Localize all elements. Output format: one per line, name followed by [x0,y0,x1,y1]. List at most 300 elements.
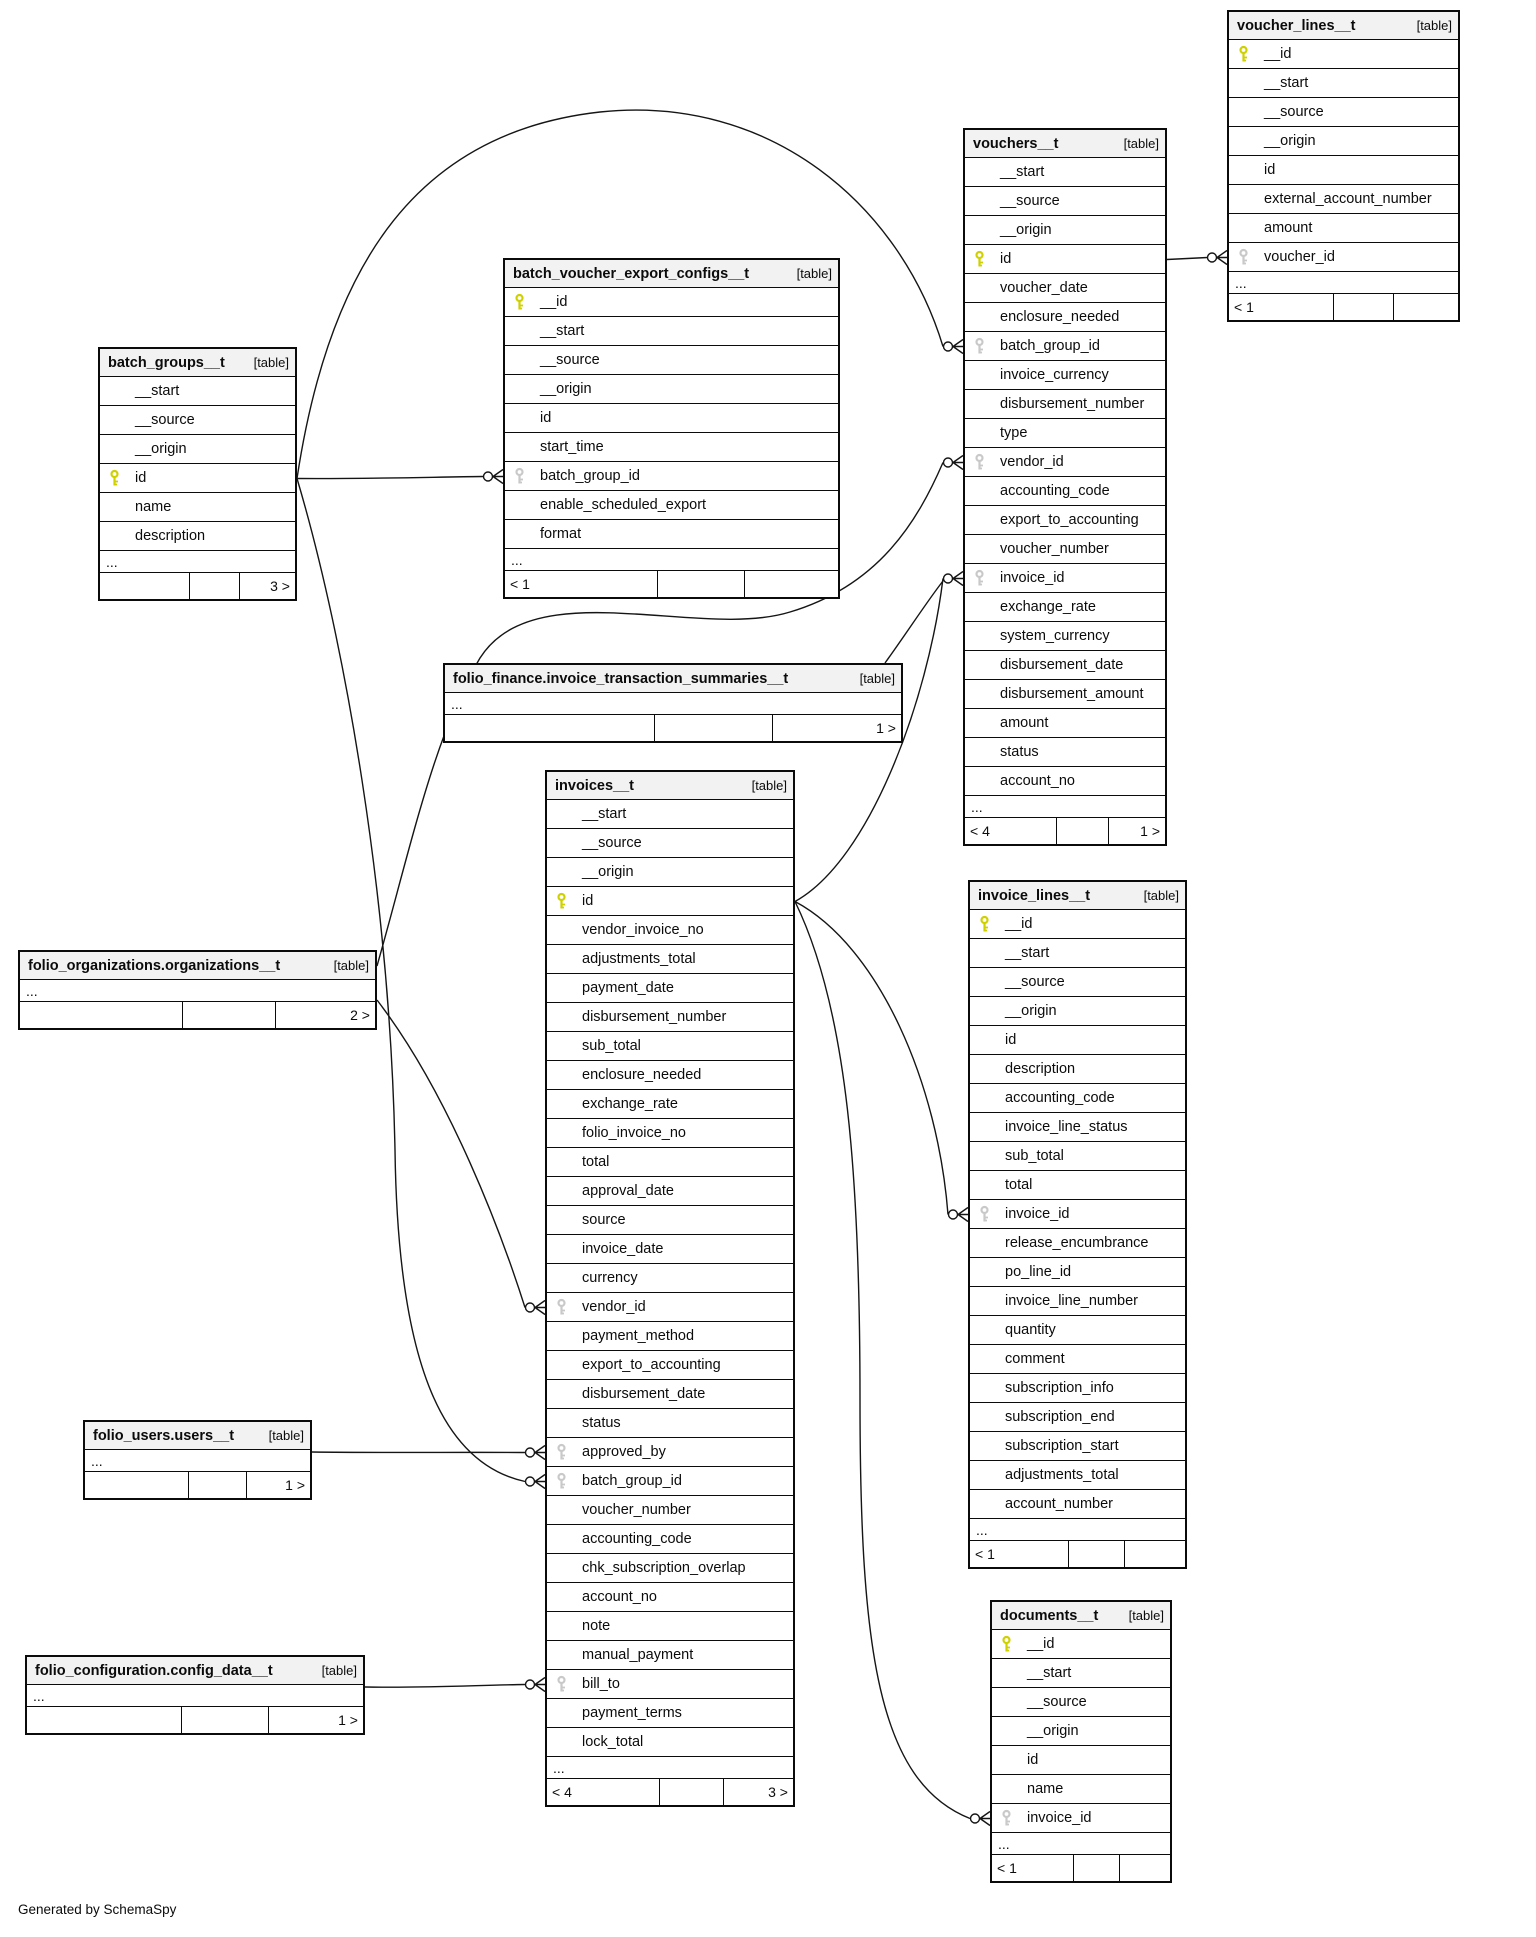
column-row [970,910,1185,939]
column-row [970,1113,1185,1142]
table-name[interactable]: documents__t [1000,1607,1099,1624]
column-row [970,997,1185,1026]
foreign-key-icon [556,1676,567,1693]
column-name: __origin [135,441,187,457]
table-footer [992,1855,1170,1881]
footer-middle [183,1002,275,1028]
column-name: chk_subscription_overlap [582,1560,746,1576]
column-name: format [540,526,582,542]
column-row [547,1612,793,1641]
footer-related-left [100,573,190,599]
table-batch-groups-t[interactable] [98,347,297,601]
column-name: id [1264,162,1276,178]
column-name: __source [1005,974,1065,990]
column-row [965,506,1165,535]
column-name: __source [540,352,600,368]
foreign-key-icon [514,468,525,485]
column-name: invoice_currency [1000,367,1109,383]
footer-related-right [1125,1541,1185,1567]
column-name: voucher_number [582,1502,691,1518]
table-footer [85,1472,310,1498]
column-name: sub_total [1005,1148,1064,1164]
footer-middle [1074,1855,1120,1881]
footer-related-right: 3 > [270,578,290,594]
column-row [547,1090,793,1119]
column-row [970,1200,1185,1229]
column-row [547,1525,793,1554]
rel-transaction-summaries-to-vouchers-line [885,581,943,663]
table-name[interactable]: batch_voucher_export_configs__t [513,265,750,282]
column-row [547,945,793,974]
column-name: invoice_id [1027,1810,1092,1826]
column-name: vendor_id [582,1299,646,1315]
column-name: comment [1005,1351,1065,1367]
table-header [1229,12,1458,40]
column-row [970,1171,1185,1200]
table-vouchers-t[interactable] [963,128,1167,846]
column-name: subscription_start [1005,1438,1119,1454]
column-name: folio_invoice_no [582,1125,686,1141]
hidden-columns-ellipsis: ... [27,1685,363,1707]
column-row [1229,185,1458,214]
table-type-label: [table] [1128,1608,1164,1623]
column-row [970,1084,1185,1113]
table-invoices-t[interactable] [545,770,795,1807]
column-row [970,1287,1185,1316]
footer-related-right [1394,294,1458,320]
column-row [965,158,1165,187]
column-name: disbursement_date [1000,657,1124,673]
column-row [547,1438,793,1467]
column-name: id [1027,1752,1039,1768]
column-name: account_no [1000,773,1075,789]
column-row [547,1032,793,1061]
table-footer [970,1541,1185,1567]
column-name: batch_group_id [1000,338,1100,354]
column-row [547,1003,793,1032]
column-name: quantity [1005,1322,1056,1338]
column-row [1229,40,1458,69]
footer-related-left: < 1 [505,571,658,597]
column-row [970,1345,1185,1374]
column-row [992,1659,1170,1688]
column-row [992,1746,1170,1775]
column-row [1229,214,1458,243]
table-header [27,1657,363,1685]
foreign-key-icon [974,338,985,355]
column-name: approved_by [582,1444,666,1460]
column-row [505,491,838,520]
hidden-columns-ellipsis: ... [965,796,1165,818]
column-name: name [135,499,172,515]
column-row [970,1258,1185,1287]
footer-related-right: 1 > [338,1712,358,1728]
table-type-label: [table] [796,266,832,281]
table-documents-t[interactable] [990,1600,1172,1883]
column-name: __source [135,412,195,428]
footer-middle [658,571,745,597]
column-name: accounting_code [582,1531,692,1547]
crowfoot-invoices-bill-to [526,1678,546,1692]
rel-organizations-to-invoices-line [377,1000,525,1308]
column-row [992,1630,1170,1659]
column-row [547,1264,793,1293]
table-type-label: [table] [268,1428,304,1443]
footer-related-right: 1 > [876,720,896,736]
foreign-key-icon [556,1473,567,1490]
column-row [505,404,838,433]
column-name: sub_total [582,1038,641,1054]
crowfoot-invoices-batch-group-id [526,1475,546,1489]
column-row [547,974,793,1003]
foreign-key-icon [556,1444,567,1461]
column-row [505,288,838,317]
column-row [100,377,295,406]
column-name: __origin [1000,222,1052,238]
table-header [100,349,295,377]
table-footer [445,715,901,741]
column-row [965,593,1165,622]
table-invoice-transaction-summaries-t[interactable] [443,663,903,743]
column-name: subscription_end [1005,1409,1115,1425]
crowfoot-vouchers-invoice-id [944,572,964,586]
column-row [547,1641,793,1670]
column-name: payment_date [582,980,674,996]
column-row [547,1177,793,1206]
table-name[interactable]: folio_configuration.config_data__t [35,1662,273,1679]
column-name: disbursement_number [1000,396,1145,412]
column-name: external_account_number [1264,191,1432,207]
column-name: vendor_invoice_no [582,922,704,938]
footer-related-left [27,1707,182,1733]
column-row [547,1554,793,1583]
table-name[interactable]: folio_organizations.organizations__t [28,957,281,974]
table-footer [505,571,838,597]
column-row [547,1380,793,1409]
hidden-columns-ellipsis: ... [85,1450,310,1472]
footer-related-right: 2 > [350,1007,370,1023]
table-voucher-lines-t[interactable] [1227,10,1460,322]
footer-middle [655,715,774,741]
column-row [547,1467,793,1496]
column-name: source [582,1212,626,1228]
rel-users-to-invoices-line [312,1452,525,1453]
crowfoot-vouchers-batch-group-id [944,340,964,354]
footer-related-left [445,715,655,741]
column-row [970,1461,1185,1490]
column-row [547,1235,793,1264]
column-row [505,375,838,404]
footer-related-right: 1 > [285,1477,305,1493]
column-row [992,1717,1170,1746]
rel-invoices-to-invoice-lines-line [795,902,948,1215]
table-type-label: [table] [859,671,895,686]
column-row [1229,98,1458,127]
table-config-data-t[interactable] [25,1655,365,1735]
column-name: voucher_id [1264,249,1335,265]
column-name: lock_total [582,1734,644,1750]
table-name[interactable]: vouchers__t [973,135,1059,152]
table-header [992,1602,1170,1630]
hidden-columns-ellipsis: ... [547,1757,793,1779]
footer-middle [660,1779,724,1805]
table-header [85,1422,310,1450]
hidden-columns-ellipsis: ... [970,1519,1185,1541]
column-row [965,361,1165,390]
column-row [965,216,1165,245]
rel-invoices-to-documents-line [795,902,970,1819]
column-row [965,680,1165,709]
column-name: __id [540,294,568,310]
column-name: bill_to [582,1676,620,1692]
column-name: system_currency [1000,628,1110,644]
primary-key-icon [1001,1636,1012,1653]
column-row [970,1403,1185,1432]
column-row [965,187,1165,216]
table-name[interactable]: folio_finance.invoice_transaction_summaries__t [453,670,789,687]
table-header [445,665,901,693]
column-name: __start [135,383,180,399]
column-name: __origin [582,864,634,880]
table-name[interactable]: voucher_lines__t [1237,17,1356,34]
column-name: __start [1005,945,1050,961]
column-name: export_to_accounting [582,1357,721,1373]
column-name: adjustments_total [582,951,696,967]
column-row [965,651,1165,680]
footer-related-left [20,1002,183,1028]
column-name: vendor_id [1000,454,1064,470]
hidden-columns-ellipsis: ... [445,693,901,715]
table-header [970,882,1185,910]
column-name: release_encumbrance [1005,1235,1149,1251]
column-row [547,829,793,858]
column-row [970,1316,1185,1345]
table-header [547,772,793,800]
column-name: payment_terms [582,1705,682,1721]
hidden-columns-ellipsis: ... [20,980,375,1002]
column-name: invoice_line_status [1005,1119,1128,1135]
table-type-label: [table] [1123,136,1159,151]
column-row [965,477,1165,506]
column-row [547,1119,793,1148]
table-footer [547,1779,793,1805]
column-row [547,1351,793,1380]
column-row [547,1728,793,1757]
table-users-t[interactable] [83,1420,312,1500]
column-name: start_time [540,439,604,455]
column-row [970,1432,1185,1461]
column-name: description [1005,1061,1076,1077]
column-row [505,317,838,346]
foreign-key-icon [556,1299,567,1316]
footer-related-left: < 1 [1229,294,1334,320]
column-row [965,564,1165,593]
primary-key-icon [1238,46,1249,63]
column-name: __id [1005,916,1033,932]
column-name: __source [1000,193,1060,209]
column-row [505,520,838,549]
column-row [965,767,1165,796]
column-name: description [135,528,206,544]
generated-by-caption: Generated by SchemaSpy [18,1902,177,1917]
column-row [970,1229,1185,1258]
footer-related-right: 3 > [768,1784,788,1800]
column-name: approval_date [582,1183,674,1199]
column-row [547,887,793,916]
crowfoot-invoices-vendor-id [526,1301,546,1315]
rel-config-data-to-invoices-line [365,1685,525,1688]
column-name: type [1000,425,1028,441]
column-row [965,245,1165,274]
table-name[interactable]: folio_users.users__t [93,1427,235,1444]
column-name: po_line_id [1005,1264,1072,1280]
hidden-columns-ellipsis: ... [1229,272,1458,294]
foreign-key-icon [1238,249,1249,266]
primary-key-icon [556,893,567,910]
column-name: __source [1027,1694,1087,1710]
column-row [547,800,793,829]
column-name: invoice_id [1000,570,1065,586]
footer-middle [1057,818,1109,844]
rel-vouchers-to-voucher-lines-line [1167,258,1208,260]
column-row [965,622,1165,651]
table-batch-voucher-export-configs-t[interactable] [503,258,840,599]
table-header [505,260,838,288]
column-name: name [1027,1781,1064,1797]
table-type-label: [table] [1416,18,1452,33]
column-row [970,1026,1185,1055]
column-name: enable_scheduled_export [540,497,707,513]
column-name: account_no [582,1589,657,1605]
foreign-key-icon [1001,1810,1012,1827]
column-name: amount [1264,220,1313,236]
column-row [992,1688,1170,1717]
table-footer [27,1707,363,1733]
column-row [547,916,793,945]
foreign-key-icon [974,570,985,587]
column-row [965,738,1165,767]
column-row [1229,69,1458,98]
column-row [547,1061,793,1090]
column-name: voucher_number [1000,541,1109,557]
column-row [965,419,1165,448]
column-row [965,274,1165,303]
column-name: __origin [1005,1003,1057,1019]
table-name[interactable]: batch_groups__t [108,354,225,371]
footer-related-left: < 1 [992,1855,1074,1881]
column-row [547,1583,793,1612]
column-name: exchange_rate [582,1096,678,1112]
column-name: disbursement_amount [1000,686,1144,702]
primary-key-icon [514,294,525,311]
column-name: invoice_line_number [1005,1293,1138,1309]
table-organizations-t[interactable] [18,950,377,1030]
column-name: id [540,410,552,426]
column-name: enclosure_needed [582,1067,702,1083]
column-row [970,1055,1185,1084]
foreign-key-icon [979,1206,990,1223]
footer-related-left: < 4 [547,1779,660,1805]
column-row [965,303,1165,332]
table-footer [1229,294,1458,320]
column-name: __start [1027,1665,1072,1681]
crowfoot-invoice-lines-invoice-id [949,1208,969,1222]
crowfoot-vouchers-vendor-id [944,456,964,470]
column-name: subscription_info [1005,1380,1114,1396]
column-name: __id [1027,1636,1055,1652]
column-name: disbursement_date [582,1386,706,1402]
column-name: account_number [1005,1496,1114,1512]
column-row [965,709,1165,738]
column-row [505,346,838,375]
column-row [965,390,1165,419]
column-name: status [1000,744,1039,760]
footer-middle [182,1707,269,1733]
column-row [505,462,838,491]
table-invoice-lines-t[interactable] [968,880,1187,1569]
column-row [547,1699,793,1728]
column-row [547,1409,793,1438]
column-row [100,435,295,464]
column-name: exchange_rate [1000,599,1096,615]
column-name: __source [582,835,642,851]
hidden-columns-ellipsis: ... [100,551,295,573]
column-row [100,522,295,551]
column-row [547,1148,793,1177]
column-name: id [1000,251,1012,267]
column-name: amount [1000,715,1049,731]
column-row [970,968,1185,997]
column-name: __origin [1264,133,1316,149]
table-type-label: [table] [1143,888,1179,903]
column-name: voucher_date [1000,280,1088,296]
column-row [1229,127,1458,156]
column-name: __start [540,323,585,339]
column-name: __start [582,806,627,822]
column-name: accounting_code [1000,483,1110,499]
table-name[interactable]: invoices__t [555,777,634,794]
table-type-label: [table] [253,355,289,370]
primary-key-icon [974,251,985,268]
column-name: enclosure_needed [1000,309,1120,325]
footer-middle [190,573,241,599]
column-name: manual_payment [582,1647,694,1663]
hidden-columns-ellipsis: ... [992,1833,1170,1855]
table-type-label: [table] [321,1663,357,1678]
column-name: id [582,893,594,909]
table-footer [965,818,1165,844]
footer-middle [189,1472,248,1498]
column-row [992,1804,1170,1833]
column-row [965,535,1165,564]
crowfoot-voucher-lines-voucher-id [1208,251,1228,265]
column-name: note [582,1618,611,1634]
footer-middle [1069,1541,1125,1567]
foreign-key-icon [974,454,985,471]
column-row [100,493,295,522]
table-name[interactable]: invoice_lines__t [978,887,1091,904]
column-name: invoice_date [582,1241,664,1257]
rel-batch-groups-to-export-configs-line [297,477,483,479]
column-row [965,448,1165,477]
table-header [965,130,1165,158]
primary-key-icon [109,470,120,487]
crowfoot-invoices-approved-by [526,1446,546,1460]
column-name: currency [582,1270,638,1286]
column-name: total [1005,1177,1033,1193]
column-row [1229,243,1458,272]
table-type-label: [table] [751,778,787,793]
